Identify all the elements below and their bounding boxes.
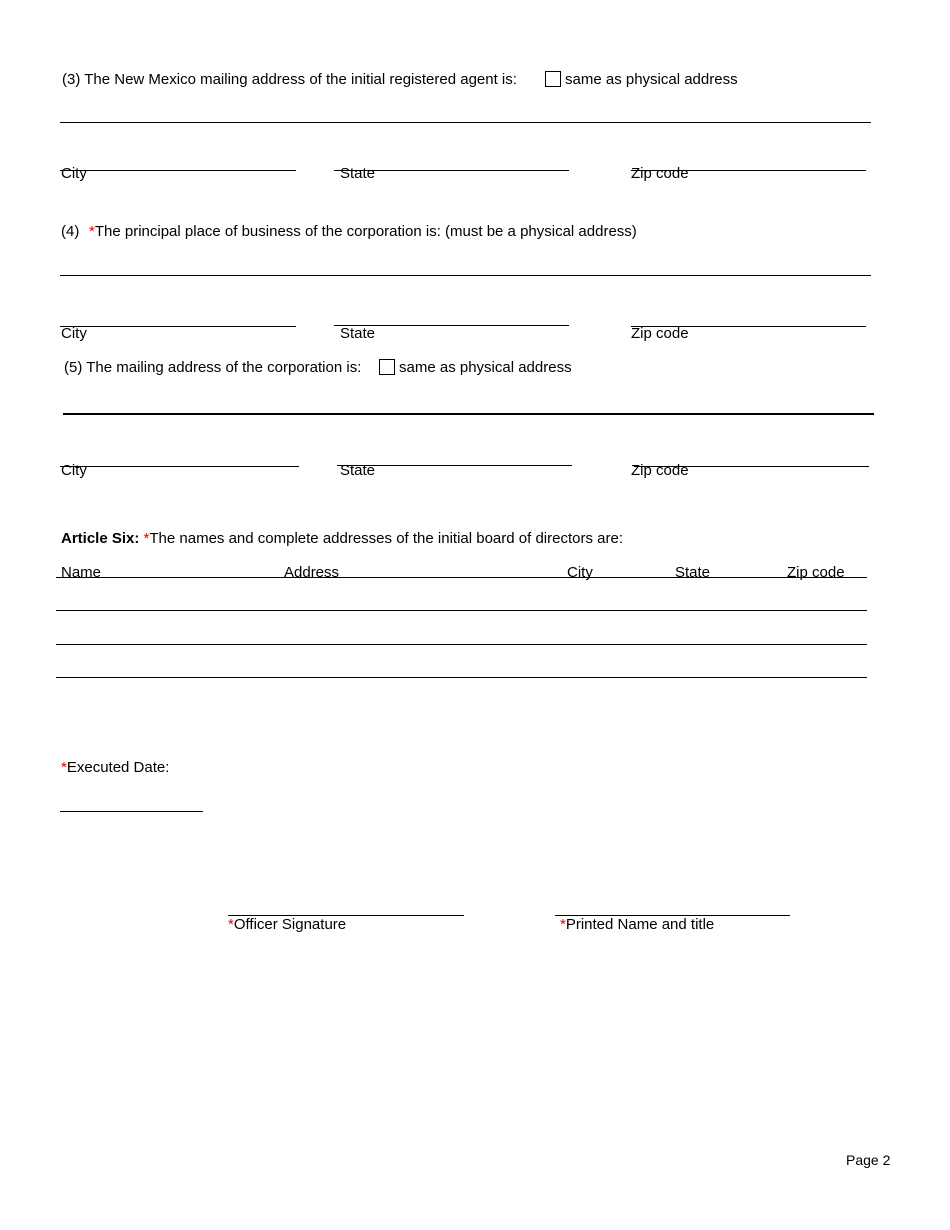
column-header-zip: Zip code [787, 564, 845, 581]
printed-name-label-line [560, 916, 714, 934]
required-mark: * [61, 759, 67, 776]
column-header-address: Address [284, 564, 340, 581]
section5-address-line[interactable] [63, 413, 874, 415]
section5-label: (5) The mailing address of the corporation is: [64, 359, 362, 376]
article-six-title: Article Six: [61, 530, 140, 547]
executed-date-line[interactable] [60, 811, 203, 812]
section3-city-label: City [61, 165, 87, 182]
section3-label: (3) The New Mexico mailing address of the initial registered agent is: [62, 71, 517, 88]
section3-checkbox-label: same as physical address [565, 71, 738, 88]
column-header-city: City [567, 564, 593, 581]
section3-address-line[interactable] [60, 122, 871, 123]
section5-city-line[interactable] [60, 466, 299, 467]
director-row-line[interactable] [56, 610, 867, 611]
section4-zip-label: Zip code [631, 325, 689, 342]
section5-checkbox-label: same as physical address [399, 359, 572, 376]
section3-zip-label: Zip code [631, 165, 689, 182]
section4-address-line[interactable] [60, 275, 871, 276]
executed-date-label: Executed Date: [66, 759, 170, 776]
section4-state-label: State [340, 325, 376, 342]
section4-city-label: City [61, 325, 87, 342]
section5-same-checkbox[interactable] [379, 359, 395, 375]
section4-city-line[interactable] [60, 326, 296, 327]
section5-zip-label: Zip code [631, 462, 689, 479]
section5-state-label: State [340, 462, 376, 479]
required-mark: * [143, 530, 150, 547]
executed-date-label-line [61, 759, 169, 777]
officer-signature-label: Officer Signature [233, 916, 347, 933]
director-row-line[interactable] [56, 644, 867, 645]
section3-same-checkbox[interactable] [545, 71, 561, 87]
section3-city-line[interactable] [60, 170, 296, 171]
section4-label-line [89, 223, 637, 241]
printed-name-label: Printed Name and title [565, 916, 715, 933]
section4-label: The principal place of business of the corporation is: (must be a physical address) [94, 223, 637, 240]
required-mark: * [89, 223, 95, 240]
article-six-label: The names and complete addresses of the initial board of directors are: [149, 530, 623, 547]
article-six-heading [61, 530, 623, 548]
director-row-line[interactable] [56, 677, 867, 678]
officer-signature-label-line [228, 916, 346, 934]
required-mark: * [228, 916, 234, 933]
section4-number: (4) [61, 223, 80, 240]
section5-city-label: City [61, 462, 87, 479]
section3-state-label: State [340, 165, 376, 182]
page-number: Page 2 [846, 1152, 891, 1168]
column-header-state: State [675, 564, 711, 581]
column-header-name: Name [61, 564, 102, 581]
directors-header-line [56, 577, 867, 578]
required-mark: * [560, 916, 566, 933]
